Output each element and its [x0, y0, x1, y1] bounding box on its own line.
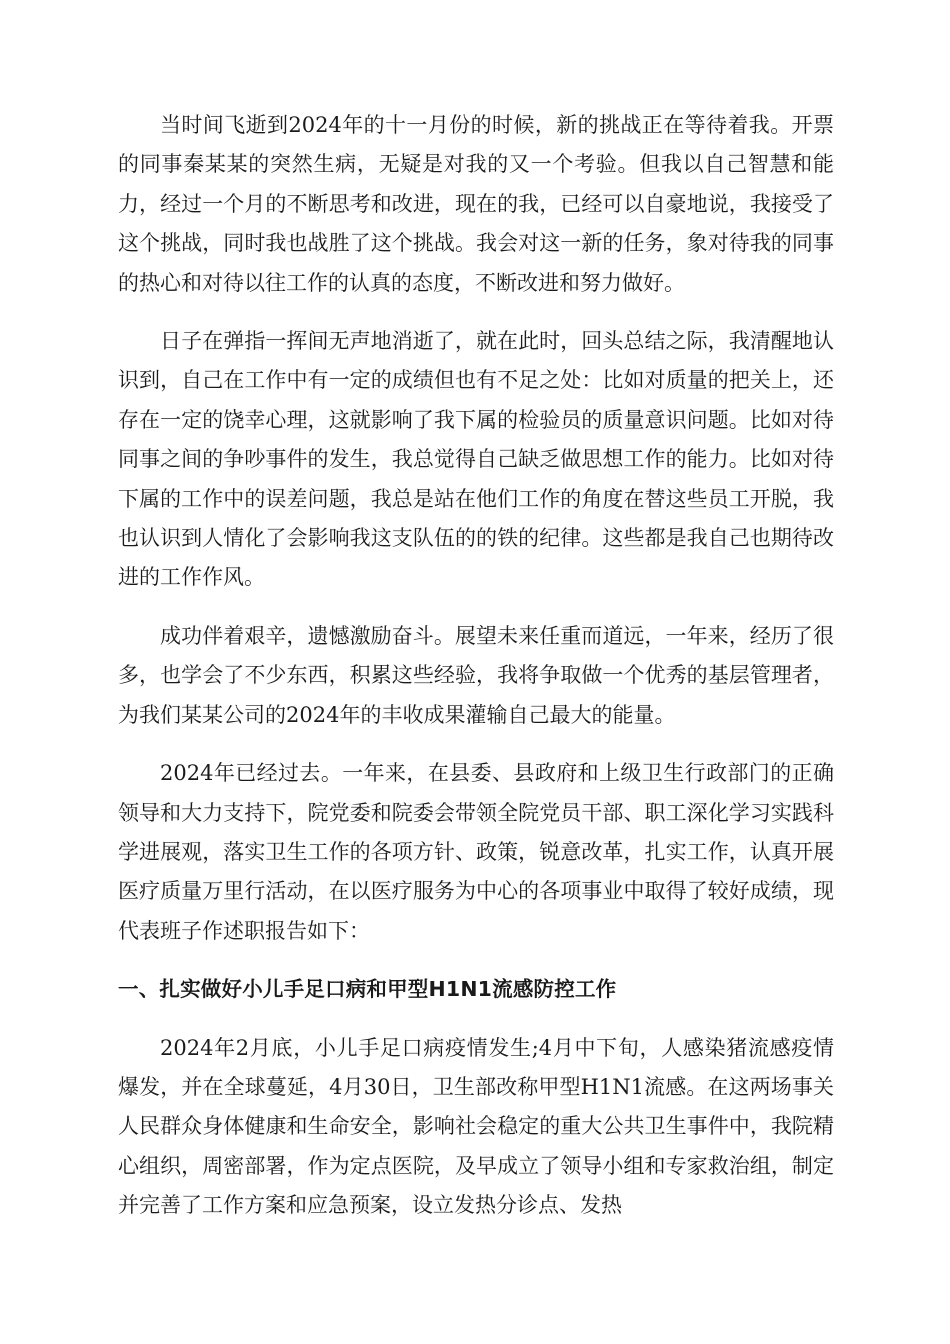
section-heading: 一、扎实做好小儿手足口病和甲型H1N1流感防控工作: [118, 977, 617, 1002]
section-paragraph: 2024年2月底，小儿手足口病疫情发生;4月中下旬，人感染猪流感疫情爆发，并在全球蔓延，4月30日，卫生部改称甲型H1N1流感。在这两场事关人民群众身体健康和生命安全，影响社会稳定的重大公共卫生事件中，我院精心组织，周密部署，作为定点医院，及早成立了领导小组和专家救治组，制定并完善了工作方案和应急预案，设立发热分诊点、发热: [118, 1035, 834, 1218]
paragraph-3: 成功伴着艰辛，遗憾激励奋斗。展望未来任重而道远，一年来，经历了很多，也学会了不少东西，积累这些经验，我将争取做一个优秀的基层管理者，为我们某某公司的2024年的丰收成果灌输自己最大的能量。: [118, 623, 834, 727]
paragraph-4: 2024年已经过去。一年来，在县委、县政府和上级卫生行政部门的正确领导和大力支持下，院党委和院委会带领全院党员干部、职工深化学习实践科学进展观，落实卫生工作的各项方针、政策，锐意改革，扎实工作，认真开展医疗质量万里行活动，在以医疗服务为中心的各项事业中取得了较好成绩，现代表班子作述职报告如下：: [118, 761, 834, 943]
paragraph-2: 日子在弹指一挥间无声地消逝了，就在此时，回头总结之际，我清醒地认识到，自己在工作中有一定的成绩但也有不足之处：比如对质量的把关上，还存在一定的饶幸心理，这就影响了我下属的检验员的质量意识问题。比如对待同事之间的争吵事件的发生，我总觉得自己缺乏做思想工作的能力。比如对待下属的工作中的误差问题，我总是站在他们工作的角度在替这些员工开脱，我也认识到人情化了会影响我这支队伍的的铁的纪律。这些都是我自己也期待改进的工作作风。: [118, 329, 834, 590]
paragraph-1: 当时间飞逝到2024年的十一月份的时候，新的挑战正在等待着我。开票的同事秦某某的突然生病，无疑是对我的又一个考验。但我以自己智慧和能力，经过一个月的不断思考和改进，现在的我，已经可以自豪地说，我接受了这个挑战，同时我也战胜了这个挑战。我会对这一新的任务，象对待我的同事的热心和对待以往工作的认真的态度，不断改进和努力做好。: [118, 113, 834, 295]
document-page: [118, 106, 834, 1245]
